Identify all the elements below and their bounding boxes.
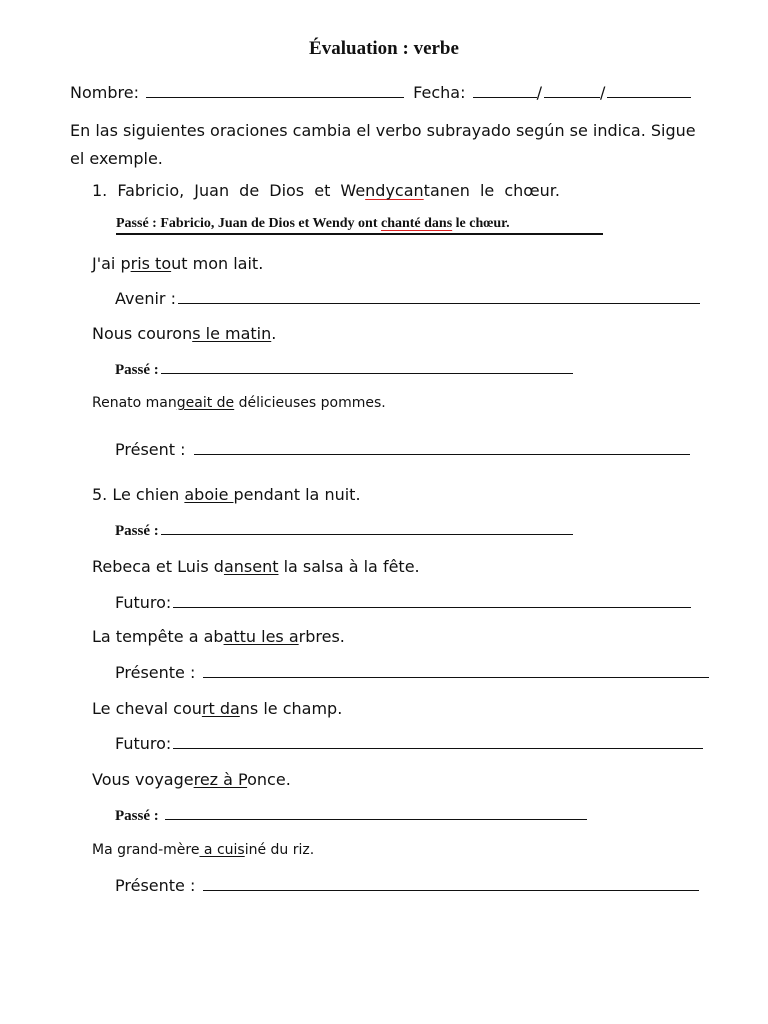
answer-field[interactable] [173,734,703,749]
sentence-4: Renato mangeait de délicieuses pommes. [92,395,386,411]
example-answer: Passé : Fabricio, Juan de Dios et Wendy ont chanté dans le chœur. [116,216,603,235]
answer-field[interactable] [173,593,691,608]
answer-row-2: Avenir : [115,289,700,308]
sentence-6: Rebeca et Luis dansent la salsa à la fête. [92,557,420,576]
date-separator: / [599,83,606,102]
sentence-7: La tempête a abattu les arbres. [92,627,345,646]
answer-field[interactable] [203,663,709,678]
answer-row-6: Futuro: [115,593,691,612]
sentence-2: J'ai pris tout mon lait. [92,254,264,273]
fecha-label: Fecha: [413,83,466,102]
example-prompt: Passé : [116,216,157,231]
sentence-9: Vous voyagerez à Ponce. [92,770,291,789]
sentence-8: Le cheval court dans le champ. [92,699,343,718]
answer-field[interactable] [161,359,573,374]
underlined-verb: a cuis [199,842,245,858]
sentence-10: Ma grand-mère a cuisiné du riz. [92,842,315,858]
sentence-5: 5. Le chien aboie pendant la nuit. [92,485,361,504]
fecha-month-field[interactable] [544,83,600,98]
answer-field[interactable] [203,876,699,891]
underlined-verb: s le matin [192,324,272,343]
answer-field[interactable] [161,520,573,535]
answer-field[interactable] [165,805,587,820]
underlined-verb: ansent [223,557,279,576]
answer-field[interactable] [178,289,700,304]
sentence-1: 1. Fabricio, Juan de Dios et Wendycantanen le chœur. [92,181,560,200]
nombre-label: Nombre: [70,83,139,102]
page-title: Évaluation : verbe [309,38,459,59]
underlined-verb: geait de [176,395,235,411]
underlined-verb: rt da [201,699,240,718]
fecha-day-field[interactable] [473,83,537,98]
header-line [70,83,691,102]
underlined-verb: aboie [184,485,234,504]
nombre-field[interactable] [146,83,404,98]
underlined-verb: rez à P [193,770,248,789]
sentence-3: Nous courons le matin. [92,324,277,343]
answer-row-5: Passé : [115,520,573,540]
answer-row-8: Futuro: [115,734,703,753]
underlined-verb: ndycan [365,181,424,200]
answer-row-9: Passé : [115,805,587,825]
underlined-verb: ris to [130,254,172,273]
fecha-year-field[interactable] [607,83,691,98]
answer-row-10: Présente : [115,876,699,895]
underlined-verb: attu les a [223,627,299,646]
answer-field[interactable] [194,440,690,455]
instructions: En las siguientes oraciones cambia el verbo subrayado según se indica. Sigue el exemple. [70,121,696,168]
date-separator: / [536,83,542,102]
answer-row-7: Présente : [115,663,709,682]
answer-row-3: Passé : [115,359,573,379]
answer-row-4: Présent : [115,440,690,459]
